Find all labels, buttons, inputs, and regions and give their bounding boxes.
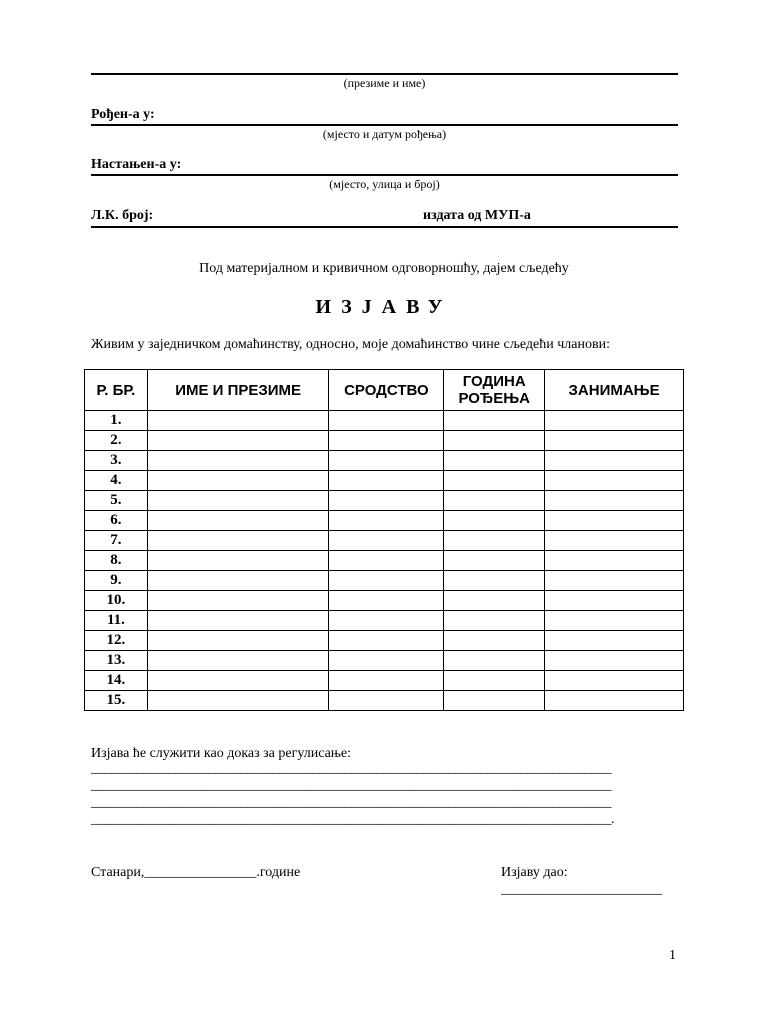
table-cell[interactable]: [147, 631, 329, 651]
row-number: 7.: [85, 531, 148, 551]
born-line: [91, 124, 678, 126]
born-label: Рођен-а у:: [91, 107, 155, 122]
purpose-line: ________________________________________________________________________________: [91, 778, 611, 793]
table-cell[interactable]: [329, 551, 444, 571]
table-cell[interactable]: [444, 551, 545, 571]
table-cell[interactable]: [545, 631, 684, 651]
household-intro: Живим у заједничком домаћинству, односно, моје домаћинство чине сљедећи чланови:: [91, 337, 610, 352]
page-number: 1: [669, 948, 676, 963]
table-body: [85, 411, 684, 711]
table-cell[interactable]: [444, 451, 545, 471]
declarant-label: Изјаву дао:: [501, 865, 568, 880]
table-row: [85, 671, 684, 691]
table-header-row: [85, 370, 684, 411]
table-cell[interactable]: [444, 411, 545, 431]
table-cell[interactable]: [147, 591, 329, 611]
issued-label: издата од МУП-а: [423, 208, 531, 223]
table-cell[interactable]: [545, 471, 684, 491]
table-cell[interactable]: [147, 571, 329, 591]
table-row: [85, 411, 684, 431]
table-cell[interactable]: [545, 431, 684, 451]
table-cell[interactable]: [329, 431, 444, 451]
row-number: 2.: [85, 431, 148, 451]
table-cell[interactable]: [329, 591, 444, 611]
table-row: [85, 571, 684, 591]
row-number: 6.: [85, 511, 148, 531]
table-row: [85, 531, 684, 551]
table-row: [85, 451, 684, 471]
table-cell[interactable]: [329, 671, 444, 691]
table-row: [85, 611, 684, 631]
table-cell[interactable]: [147, 651, 329, 671]
table-cell[interactable]: [329, 511, 444, 531]
table-cell[interactable]: [329, 531, 444, 551]
table-cell[interactable]: [147, 471, 329, 491]
place-date: Станари,________________.године: [91, 865, 301, 880]
table-cell[interactable]: [545, 531, 684, 551]
table-cell[interactable]: [444, 491, 545, 511]
table-cell[interactable]: [329, 691, 444, 711]
table-row: [85, 471, 684, 491]
table-cell[interactable]: [545, 691, 684, 711]
table-row: [85, 631, 684, 651]
table-cell[interactable]: [147, 671, 329, 691]
table-cell[interactable]: [444, 511, 545, 531]
table-cell[interactable]: [147, 511, 329, 531]
table-cell[interactable]: [545, 671, 684, 691]
table-cell[interactable]: [329, 571, 444, 591]
table-cell[interactable]: [329, 651, 444, 671]
purpose-line: ________________________________________________________________________________.: [91, 812, 614, 827]
table-cell[interactable]: [147, 491, 329, 511]
table-row: [85, 651, 684, 671]
table-row: [85, 511, 684, 531]
header-relation: СРОДСТВО: [329, 370, 444, 411]
header-occupation: ЗАНИМАЊЕ: [545, 370, 684, 411]
table-cell[interactable]: [329, 631, 444, 651]
row-number: 12.: [85, 631, 148, 651]
table-cell[interactable]: [545, 491, 684, 511]
table-cell[interactable]: [444, 571, 545, 591]
table-row: [85, 491, 684, 511]
table-cell[interactable]: [147, 691, 329, 711]
table-cell[interactable]: [545, 411, 684, 431]
row-number: 1.: [85, 411, 148, 431]
table-cell[interactable]: [545, 591, 684, 611]
header-number: Р. БР.: [85, 370, 148, 411]
table-cell[interactable]: [329, 471, 444, 491]
name-caption: (презиме и име): [343, 76, 426, 90]
purpose-line: ________________________________________________________________________________: [91, 795, 611, 810]
row-number: 10.: [85, 591, 148, 611]
id-line: [91, 226, 678, 228]
born-caption: (мјесто и датум рођења): [322, 127, 447, 141]
table-cell[interactable]: [444, 431, 545, 451]
table-cell[interactable]: [545, 651, 684, 671]
row-number: 5.: [85, 491, 148, 511]
table-cell[interactable]: [444, 591, 545, 611]
table-cell[interactable]: [147, 531, 329, 551]
table-cell[interactable]: [147, 411, 329, 431]
table-cell[interactable]: [444, 691, 545, 711]
table-cell[interactable]: [545, 511, 684, 531]
table-row: [85, 591, 684, 611]
row-number: 8.: [85, 551, 148, 571]
residence-line: [91, 174, 678, 176]
table-cell[interactable]: [545, 451, 684, 471]
header-birth-year: ГОДИНА РОЂЕЊА: [444, 370, 545, 411]
name-line: [91, 73, 678, 75]
table-cell[interactable]: [329, 491, 444, 511]
signature-line: _______________________: [501, 882, 662, 897]
id-label: Л.К. број:: [91, 208, 154, 223]
document-title: ИЗЈАВУ: [315, 296, 453, 318]
table-cell[interactable]: [545, 551, 684, 571]
row-number: 4.: [85, 471, 148, 491]
table-cell[interactable]: [444, 471, 545, 491]
row-number: 14.: [85, 671, 148, 691]
row-number: 9.: [85, 571, 148, 591]
table-row: [85, 551, 684, 571]
table-cell[interactable]: [444, 631, 545, 651]
purpose-line: ________________________________________________________________________________: [91, 761, 611, 776]
table-cell[interactable]: [147, 551, 329, 571]
table-cell[interactable]: [147, 611, 329, 631]
row-number: 13.: [85, 651, 148, 671]
table-cell[interactable]: [147, 431, 329, 451]
table-cell[interactable]: [444, 671, 545, 691]
table-cell[interactable]: [444, 651, 545, 671]
table-cell[interactable]: [147, 451, 329, 471]
table-cell[interactable]: [329, 451, 444, 471]
table-row: [85, 431, 684, 451]
purpose-label: Изјава ће служити као доказ за регулисање:: [91, 746, 352, 761]
table-cell[interactable]: [329, 411, 444, 431]
table-cell[interactable]: [444, 531, 545, 551]
row-number: 11.: [85, 611, 148, 631]
table-cell[interactable]: [545, 611, 684, 631]
row-number: 15.: [85, 691, 148, 711]
table-row: [85, 691, 684, 711]
table-cell[interactable]: [444, 611, 545, 631]
residence-caption: (мјесто, улица и број): [329, 177, 440, 191]
household-members-table: [84, 369, 684, 711]
table-cell[interactable]: [329, 611, 444, 631]
residence-label: Настањен-а у:: [91, 157, 182, 172]
header-name: ИМЕ И ПРЕЗИМЕ: [147, 370, 329, 411]
table-cell[interactable]: [545, 571, 684, 591]
statement-intro: Под материјалном и кривичном одговорношћу, дајем сљедећу: [199, 261, 569, 276]
row-number: 3.: [85, 451, 148, 471]
